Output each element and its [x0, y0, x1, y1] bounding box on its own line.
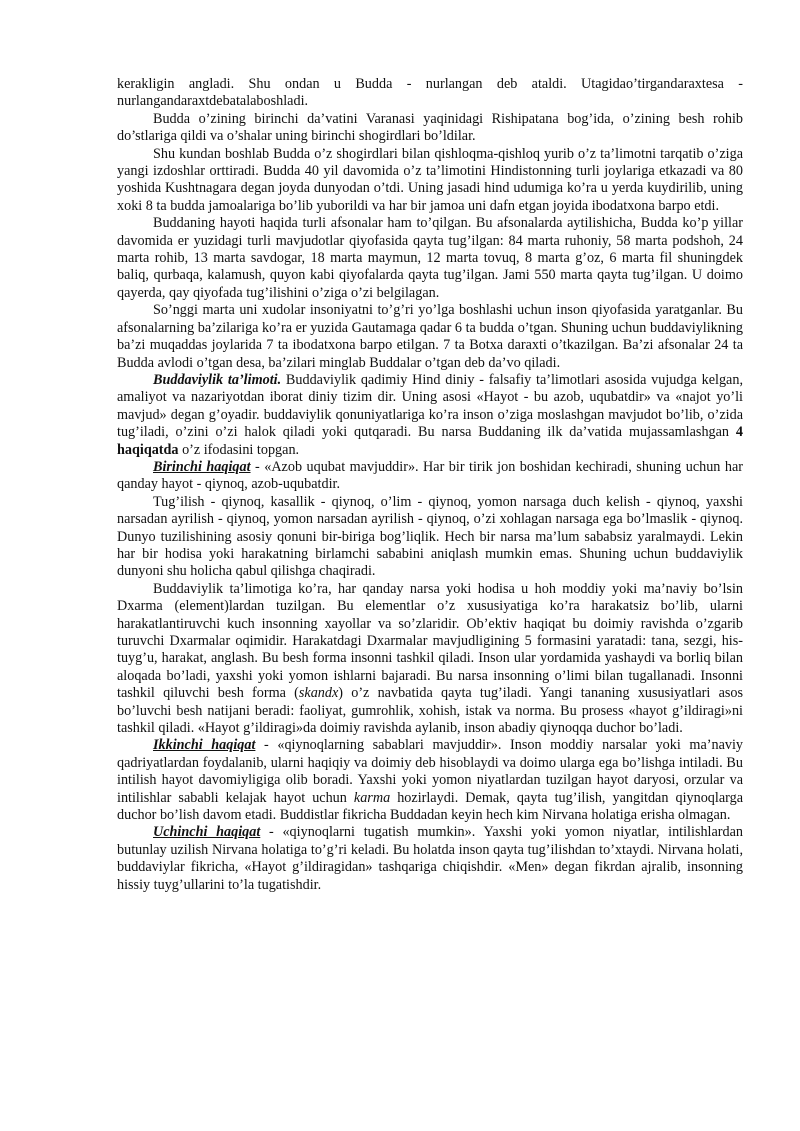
paragraph-text: ) o’z navbatida qayta tug’iladi. Yangi tananing xususiyatlari asos bo’luvchi besh natijani beradi: faoliyat, gumrohlik, xohish, istak va norma. Bu prosess «hayot g’ildiragi»ni tashkil qiladi. «Hayot g’ildiragi»da doimiy ravishda aylanib, inson abadiy qiynoqqa duchor bo’ladi. [117, 685, 743, 737]
paragraph-text: - «qiynoqlarning sabablari mavjuddir». Inson moddiy narsalar yoki ma’naviy qadriyatlardan foydalanib, ularni haqiqiy va doimiy deb hisoblaydi va doimo ularga ega bo’lishga intiladi. Bu intilish hayot davomiyligiga olib boradi. Yaxshi yoki yomon niyatlardan tuzilgan hayot daryosi, orzular va intilishlar sababli kelajak hayot uchun [117, 737, 743, 806]
bold-text: 4 haqiqatda [117, 424, 743, 458]
paragraph: Shu kundan boshlab Budda o’z shogirdlari bilan qishloqma-qishloq yurib o’z ta’limotni tarqatib o’ziga yangi izdoshlar orttiradi. Budda 40 yil davomida o’z ta’limotini Hindistonning turli joylariga etkazadi va 80 yoshida Kushtnagara degan joyda dunyodan o’tdi. Uning jasadi hind udumiga ko’ra u yerda kuydirilib, uning xoki 8 ta budda jamoalariga bo’lib yuborildi va har bir jamoa uni dafn etgan joyida ibodatxona barpo etdi. [117, 145, 743, 214]
paragraph-text: - «qiynoqlarni tugatish mumkin». Yaxshi yoki yomon niyatlar, intilishlardan butunlay uzilish Nirvana holatiga to’g’ri keladi. Bu holatda inson qayta tug’ilishdan to’xtaydi. Nirvana holati, buddaviylar fikricha, «Hayot g’ildiragidan» tashqariga chiqishdir. «Men» degan fikrdan ajralib, insonning hissiy tuyg’ullarini to’la tugatishdir. [117, 824, 744, 893]
paragraph-text: o’z ifodasini topgan. [178, 441, 300, 458]
section-heading: Buddaviylik ta’limoti. [153, 371, 282, 388]
section-heading: Uchinchi haqiqat [153, 824, 261, 841]
paragraph [117, 459, 743, 494]
paragraph-text: hozirlaydi. Demak, qayta tug’ilish, yangitdan qiynoqlarga duchor bo’lish davom etadi. Buddistlar fikricha Buddadan keyin hech kim Nirvana holatiga erisha olmagan. [117, 789, 743, 824]
paragraph-text: - «Azob uqubat mavjuddir». Har bir tirik jon boshidan kechiradi, shuning uchun har qanday hayot - qiynoq, azob-uqubatdir. [117, 458, 743, 493]
paragraph: kerakligin angladi. Shu ondan u Budda - nurlangan deb ataldi. Utagidao’tirgandaraxtesa - nurlangandaraxtdebatalaboshladi. [117, 76, 743, 110]
document-page [117, 76, 743, 894]
paragraph: Tug’ilish - qiynoq, kasallik - qiynoq, o’lim - qiynoq, yomon narsaga duch kelish - qiynoq, yaxshi narsadan ayrilish - qiynoq, yomon narsadan ayrilish - qiynoq, o’zi xohlagan narsaga ega bo’lmaslik - qiynoq. Dunyo tuzilishining asosiy qonuni bir-biriga bog’liqlik. Hech bir narsa ma’lum sababsiz yaralmaydi. Lekin har bir hodisa yoki harakatning birlamchi sababini aniqlash mumkin emas. Shuning uchun buddaviylik dunyoni shu holicha qabul qilishga chaqiradi. [117, 493, 743, 580]
italic-text: karma [353, 789, 391, 806]
paragraph: Buddaning hayoti haqida turli afsonalar ham to’qilgan. Bu afsonalarda aytilishicha, Budda ko’p yillar davomida er yuzidagi turli mavjudotlar qiyofasida qayta tug’ilgan: 84 marta ruhoniy, 58 marta podshoh, 24 marta rohib, 13 marta savdogar, 18 marta maymun, 12 marta tovuq, 8 marta g’oz, 6 marta fil shuningdek baliq, qurbaqa, kalamush, quyon kabi qiyofalarda qayta tug’ilgan. Jami 550 marta qayta tug’ilgan. U doimo qayerda, qay qiyofada tug’ilishini o’ziga o’zi belgilagan. [117, 215, 743, 301]
paragraph: So’nggi marta uni xudolar insoniyatni to’g’ri yo’lga boshlashi uchun inson qiyofasida yaratganlar. Bu afsonalarning ba’zilariga ko’ra er yuzida Gautamaga qadar 6 ta budda o’tgan. Shuning uchun buddaviylikning ba’zi muqaddas joylarida 7 ta ibodatxona barpo etilgan. 7 ta Botxa daraxti o’tkazilgan. Ba’zi afsonalar 24 ta Budda avlodi o’tgan desa, ba’zilari minglab Buddalar o’tgan deb da’vo qiladi. [117, 302, 743, 371]
paragraph [117, 824, 743, 894]
paragraph [117, 581, 743, 738]
paragraph-text: Buddaviylik qadimiy Hind diniy - falsafiy ta’limotlari asosida vujudga kelgan, amaliyot va nazariyotdan iborat diniy tizim dir. Uning asosi «Hayot - bu azob, uqubatdir» va «najot yo’li mavjud» degan g’oyadir. buddaviylik qonuniyatlariga ko’ra inson o’ziga moslashgan mavjudot bo’lib, o’zida tug’iladi, o’zini o’zi halok qiladi yoki qutqaradi. Bu narsa Buddaning ilk da’vatida mujassamlashgan [117, 371, 743, 441]
paragraph: Budda o’zining birinchi da’vatini Varanasi yaqinidagi Rishipatana bog’ida, o’zining besh rohib do’stlariga qildi va o’shalar uning birinchi shogirdlari bo’ldilar. [117, 110, 743, 145]
paragraph [117, 737, 743, 824]
section-heading: Birinchi haqiqat [153, 458, 251, 475]
section-heading: Ikkinchi haqiqat [153, 737, 256, 754]
paragraph [117, 372, 743, 459]
italic-text: skandx [298, 685, 339, 702]
paragraph-text: Buddaviylik ta’limotiga ko’ra, har qanday narsa yoki hodisa u hoh moddiy yoki ma’naviy bo’lsin Dxarma (element)lardan tuzilgan. Bu elementlar o’z xususiyatiga ko’ra harakatsiz bo’lib, ularni harakatlantiruvchi kuch insonning xayollar va so’zlaridir. Ob’ektiv haqiqat bu doimiy ravishda o’zgarib turuvchi Dxarmalar oqimidir. Harakatdagi Dxarmalar mavjudligining 5 formasini yaratadi: tana, sezgi, his-tuyg’u, harakat, anglash. Bu besh forma insonni tashkil qiladi. Inson ular yordamida yashaydi va borliq bilan aloqada bo’ladi, yaxshi yoki yomon ishlarni bajaradi. Bu narsa insonning o’limi bilan tugallanadi. Insonni tashkil qiluvchi besh forma ( [117, 580, 743, 702]
